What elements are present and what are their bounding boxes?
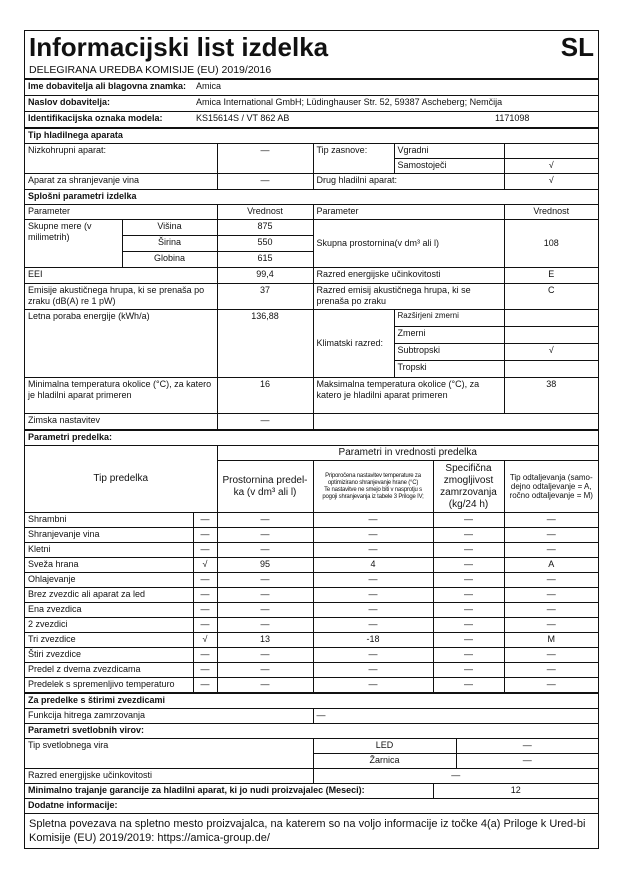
- compartment-freeze: —: [433, 528, 504, 543]
- compartment-temp: -18: [313, 633, 433, 648]
- wine-storage-value: —: [217, 174, 313, 190]
- col-recommended-temperature: [313, 461, 433, 513]
- compartment-present: —: [193, 528, 217, 543]
- extra-parameters-table: [25, 693, 598, 848]
- climate-class-temperate-value: [504, 327, 598, 344]
- compartment-name: Štiri zvezdice: [25, 648, 193, 663]
- compartment-defrost: —: [504, 528, 598, 543]
- language-code: SL: [560, 32, 594, 62]
- light-source-type-label: Tip svetlobnega vira: [25, 739, 313, 769]
- compartments-section: Parametri predelka:: [25, 431, 598, 446]
- compartment-volume: —: [217, 618, 313, 633]
- compartment-name: Ena zvezdica: [25, 603, 193, 618]
- compartment-name: 2 zvezdici: [25, 618, 193, 633]
- compartment-volume: —: [217, 678, 313, 693]
- compartment-present: —: [193, 543, 217, 558]
- compartment-temp: —: [313, 543, 433, 558]
- col-compartment-volume: Prostornina predel-ka (v dm³ ali l): [217, 461, 313, 513]
- page-title: Informacijski list izdelka: [29, 32, 329, 62]
- table-row: [25, 678, 598, 693]
- compartment-temp: —: [313, 678, 433, 693]
- compartment-temp: —: [313, 528, 433, 543]
- compartment-defrost: —: [504, 603, 598, 618]
- lighting-section: Parametri svetlobnih virov:: [25, 724, 598, 739]
- bulb-label: Žarnica: [313, 754, 456, 769]
- compartment-defrost: —: [504, 573, 598, 588]
- col-temp-line2: Te nastavitve ne smejo biti v nasprotju s pogoji shranjevanja iz tabele 3 Priloge IV;: [322, 486, 424, 500]
- compartment-freeze: —: [433, 603, 504, 618]
- compartment-defrost: —: [504, 678, 598, 693]
- winter-setting-label: Zimska nastavitev: [25, 414, 217, 430]
- compartment-present: √: [193, 633, 217, 648]
- col-value-left: Vrednost: [217, 205, 313, 220]
- table-row: [25, 603, 598, 618]
- compartment-name: Brez zvezdic ali aparat za led: [25, 588, 193, 603]
- compartment-volume: 13: [217, 633, 313, 648]
- compartment-volume: —: [217, 543, 313, 558]
- appliance-type-section: Tip hladilnega aparata: [25, 129, 598, 144]
- supplier-name-value: Amica: [193, 80, 598, 96]
- eei-label: EEI: [25, 268, 217, 284]
- compartment-freeze: —: [433, 573, 504, 588]
- compartment-freeze: —: [433, 678, 504, 693]
- compartment-present: —: [193, 648, 217, 663]
- compartment-volume: —: [217, 573, 313, 588]
- total-volume-label: Skupna prostornina(v dm³ ali l): [313, 220, 504, 268]
- compartment-defrost: —: [504, 663, 598, 678]
- col-parameter-right: Parameter: [313, 205, 504, 220]
- min-ambient-temp-label: Minimalna temperatura okolice (°C), za katero je hladilni aparat primeren: [25, 378, 217, 414]
- general-parameters-table: [25, 128, 598, 430]
- table-row: [25, 618, 598, 633]
- climate-class-extended-temperate-value: [504, 310, 598, 327]
- table-row: [25, 558, 598, 573]
- compartment-freeze: —: [433, 543, 504, 558]
- bulb-value: —: [456, 754, 598, 769]
- annual-energy-value: 136,88: [217, 310, 313, 378]
- design-type-label: Tip zasnove:: [313, 144, 394, 174]
- model-id-label: Identifikacijska oznaka modela:: [25, 112, 193, 128]
- compartment-name: Kletni: [25, 543, 193, 558]
- table-row: [25, 543, 598, 558]
- other-appliance-value: √: [504, 174, 598, 190]
- compartments-table: [25, 430, 598, 693]
- compartment-freeze: —: [433, 648, 504, 663]
- climate-class-extended-temperate: Razširjeni zmerni: [394, 310, 504, 327]
- noise-emission-value: 37: [217, 284, 313, 310]
- table-row: [25, 528, 598, 543]
- compartment-present: —: [193, 678, 217, 693]
- compartment-volume: —: [217, 588, 313, 603]
- compartment-defrost: —: [504, 588, 598, 603]
- supplier-name-label: Ime dobavitelja ali blagovna znamka:: [25, 80, 193, 96]
- built-in-label: Vgradni: [394, 144, 504, 159]
- energy-class-label: Razred energijske učinkovitosti: [313, 268, 504, 284]
- light-energy-class-value: —: [313, 769, 598, 784]
- led-label: LED: [313, 739, 456, 754]
- compartment-temp: 4: [313, 558, 433, 573]
- compartment-name: Predel z dvema zvezdicama: [25, 663, 193, 678]
- col-parameter-left: Parameter: [25, 205, 217, 220]
- low-noise-value: —: [217, 144, 313, 174]
- table-row: [25, 648, 598, 663]
- regulation-subtitle: DELEGIRANA UREDBA KOMISIJE (EU) 2019/2016: [25, 63, 598, 79]
- min-ambient-temp-value: 16: [217, 378, 313, 414]
- compartment-volume: —: [217, 528, 313, 543]
- compartment-params-header: Parametri in vrednosti predelka: [217, 446, 598, 461]
- supplier-address-label: Naslov dobavitelja:: [25, 96, 193, 112]
- depth-label: Globina: [122, 252, 217, 268]
- compartment-freeze: —: [433, 513, 504, 528]
- col-defrost-type: Tip odtaljevanja (samo-dejno odtaljevanje = A, ročno odtaljevanje = M): [504, 461, 598, 513]
- compartment-name: Tri zvezdice: [25, 633, 193, 648]
- light-energy-class-label: Razred energijske učinkovitosti: [25, 769, 313, 784]
- freestanding-label: Samostoječi: [394, 159, 504, 174]
- climate-class-label: Klimatski razred:: [313, 310, 394, 378]
- table-row: [25, 573, 598, 588]
- depth-value: 615: [217, 252, 313, 268]
- warranty-label: Minimalno trajanje garancije za hladilni aparat, ki jo nudi proizvajalec (Meseci):: [25, 784, 433, 799]
- height-value: 875: [217, 220, 313, 236]
- compartment-present: —: [193, 588, 217, 603]
- total-volume-value: 108: [504, 220, 598, 268]
- annual-energy-label: Letna poraba energije (kWh/a): [25, 310, 217, 378]
- max-ambient-temp-label: Maksimalna temperatura okolice (°C), za katero je hladilni aparat primeren: [313, 378, 504, 414]
- climate-class-subtropical-value: √: [504, 344, 598, 361]
- compartment-defrost: —: [504, 513, 598, 528]
- sheet-header: [25, 31, 598, 63]
- eei-value: 99,4: [217, 268, 313, 284]
- model-code: 1171098: [463, 112, 598, 128]
- table-row: [25, 663, 598, 678]
- compartment-present: —: [193, 618, 217, 633]
- compartment-present: —: [193, 573, 217, 588]
- col-temp-line1: Priporočena nastavitev temperature za optimizirano shranjevanje hrane (°C): [325, 472, 421, 486]
- winter-setting-value: —: [217, 414, 313, 430]
- width-value: 550: [217, 236, 313, 252]
- noise-emission-label: Emisije akustičnega hrupa, ki se prenaša po zraku (dB(A) re 1 pW): [25, 284, 217, 310]
- climate-class-temperate: Zmerni: [394, 327, 504, 344]
- warranty-value: 12: [433, 784, 598, 799]
- compartment-temp: —: [313, 618, 433, 633]
- compartment-present: —: [193, 513, 217, 528]
- supplier-address-value: Amica International GmbH; Lüdinghauser Str. 52, 59387 Ascheberg; Nemčija: [193, 96, 598, 112]
- compartment-volume: —: [217, 648, 313, 663]
- compartment-volume: —: [217, 603, 313, 618]
- compartment-freeze: —: [433, 618, 504, 633]
- low-noise-label: Nizkohrupni aparat:: [25, 144, 217, 174]
- compartment-present: √: [193, 558, 217, 573]
- four-star-section: Za predelke s štirimi zvezdicami: [25, 694, 598, 709]
- fast-freeze-label: Funkcija hitrega zamrzovanja: [25, 709, 313, 724]
- compartment-present: —: [193, 663, 217, 678]
- climate-class-tropical-value: [504, 361, 598, 378]
- compartment-defrost: —: [504, 543, 598, 558]
- compartment-volume: —: [217, 663, 313, 678]
- compartment-freeze: —: [433, 558, 504, 573]
- compartment-temp: —: [313, 648, 433, 663]
- col-freezing-capacity: Specifična zmogljivost zamrzovanja (kg/24 h): [433, 461, 504, 513]
- product-information-sheet: [24, 30, 599, 849]
- noise-class-label: Razred emisij akustičnega hrupa, ki se prenaša po zraku: [313, 284, 504, 310]
- table-row: [25, 633, 598, 648]
- compartment-name: Shrambni: [25, 513, 193, 528]
- wine-storage-label: Aparat za shranjevanje vina: [25, 174, 217, 190]
- compartment-temp: —: [313, 588, 433, 603]
- compartment-defrost: A: [504, 558, 598, 573]
- climate-class-subtropical: Subtropski: [394, 344, 504, 361]
- compartment-freeze: —: [433, 663, 504, 678]
- col-value-right: Vrednost: [504, 205, 598, 220]
- additional-info-section: Dodatne informacije:: [25, 799, 598, 814]
- compartment-name: Sveža hrana: [25, 558, 193, 573]
- additional-info-text: Spletna povezava na spletno mesto proizvajalca, na katerem so na voljo informacije iz točke 4(a) Priloge k Ured-bi Komisije (EU) 2019/2019: https://amica-group.de/: [25, 814, 598, 849]
- compartment-defrost: —: [504, 618, 598, 633]
- compartment-defrost: —: [504, 648, 598, 663]
- led-value: —: [456, 739, 598, 754]
- compartment-temp: —: [313, 663, 433, 678]
- dimensions-label: Skupne mere (v milimetrih): [25, 220, 122, 268]
- compartment-temp: —: [313, 513, 433, 528]
- width-label: Širina: [122, 236, 217, 252]
- compartment-name: Shranjevanje vina: [25, 528, 193, 543]
- freestanding-value: √: [504, 159, 598, 174]
- compartment-type-header: Tip predelka: [25, 446, 217, 513]
- empty-cell: [313, 414, 598, 430]
- compartment-volume: 95: [217, 558, 313, 573]
- supplier-table: [25, 79, 598, 128]
- model-id-value: KS15614S / VT 862 AB: [193, 112, 463, 128]
- general-parameters-section: Splošni parametri izdelka: [25, 190, 598, 205]
- compartment-temp: —: [313, 573, 433, 588]
- noise-class-value: C: [504, 284, 598, 310]
- height-label: Višina: [122, 220, 217, 236]
- compartment-freeze: —: [433, 633, 504, 648]
- compartment-name: Ohlajevanje: [25, 573, 193, 588]
- compartment-name: Predelek s spremenljivo temperaturo: [25, 678, 193, 693]
- compartment-freeze: —: [433, 588, 504, 603]
- compartment-temp: —: [313, 603, 433, 618]
- table-row: [25, 588, 598, 603]
- compartment-volume: —: [217, 513, 313, 528]
- climate-class-tropical: Tropski: [394, 361, 504, 378]
- max-ambient-temp-value: 38: [504, 378, 598, 414]
- fast-freeze-value: —: [313, 709, 598, 724]
- built-in-value: [504, 144, 598, 159]
- energy-class-value: E: [504, 268, 598, 284]
- compartment-defrost: M: [504, 633, 598, 648]
- compartment-present: —: [193, 603, 217, 618]
- other-appliance-label: Drug hladilni aparat:: [313, 174, 504, 190]
- table-row: [25, 513, 598, 528]
